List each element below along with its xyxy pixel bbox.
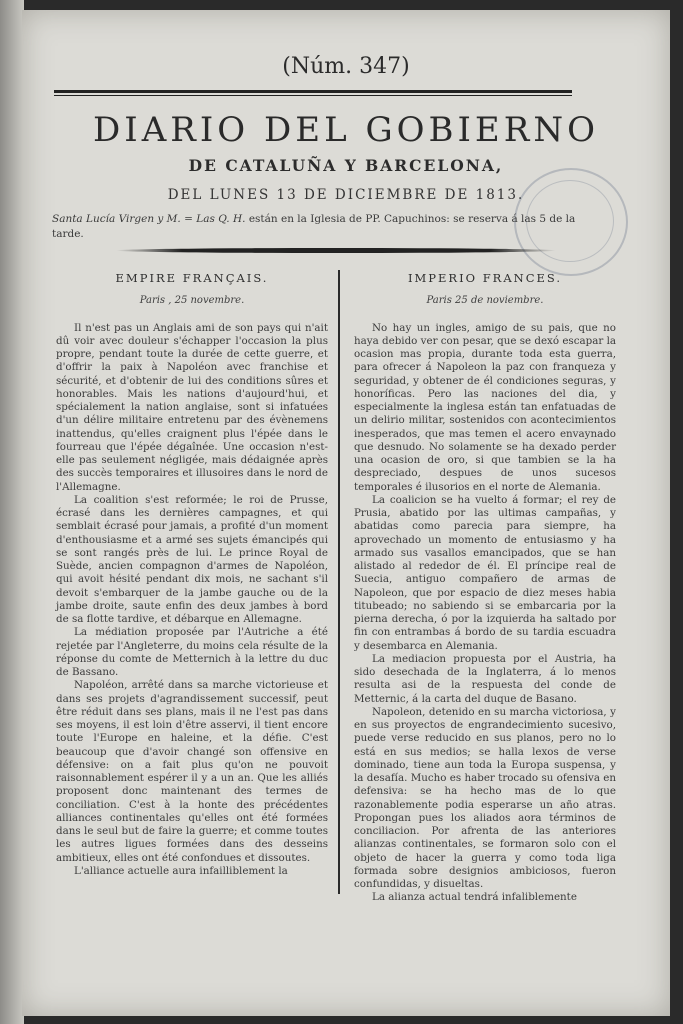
spanish-paragraph: No hay un ingles, amigo de su pais, que no haya debido ver con pesar, que se dexó escapar la ocasion mas propia, durante toda esta guerra, para ofrecer á Napoleon la paz con franqueza y seguridad, y obtener de él condiciones seguras, y honoríficas. Pero las naciones del dia, y especialmente la inglesa están tan enfatuadas de un delirio militar, sostenidos con acontecimientos inesperados, que mas temen el acero envaynado que desnudo. No solamente se ha dexado perder una ocasion de oro, si que tambien se la ha despreciado, despues de unos sucesos temporales é ilusorios en el norte de Alemania. [354, 321, 616, 493]
column-divider [338, 270, 340, 894]
spanish-paragraph: La mediacion propuesta por el Austria, ha sido desechada de la Inglaterra, á lo menos resulta asi de la respuesta del conde de Metternic, á la carta del duque de Basano. [354, 652, 616, 705]
french-paragraph: La médiation proposée par l'Autriche a été rejetée par l'Angleterre, du moins cela résulte de la réponse du comte de Metternich à la lettre du duc de Bassano. [56, 626, 328, 678]
french-dateline: Paris , 25 novembre. [139, 295, 245, 307]
ornamental-divider [116, 248, 556, 253]
french-paragraph: Il n'est pas un Anglais ami de son pays qui n'ait dû voir avec douleur s'échapper l'occasion la plus propre, pendant toute la durée de cette guerre, et d'offrir la paix à Napoléon avec franchise et sécurité, et d'obtenir de lui des conditions sûres et honorables. Mais les nations d'aujourd'hui, et spécialement la nation anglaise, sont si infatuées d'un délire militaire entretenu par des évènemens inattendus, qu'elles craignent plus l'épée dans le fourreau que l'épée dégaînée. Une occasion n'est-elle pas seulement négligée, mais dédaignée après des succès temporaires et illusoires dans le nord de l'Allemagne. [56, 321, 328, 493]
spanish-column [354, 272, 616, 905]
issue-date: DEL LUNES 13 DE DICIEMBRE DE 1813. [167, 187, 525, 203]
spanish-paragraph: La coalicion se ha vuelto á formar; el rey de Prusia, abatido por las ultimas campañas, y abatidas como parecia para siempre, ha aprovechado un momento de entusiasmo y ha armado sus vasallos emancipados, que se han alistado al rededor de él. El príncipe real de Suecia, antiguo compañero de armas de Napoleon, que por espacio de diez meses habia titubeado; no sabiendo si se embarcaria por la pierna derecha, ó por la izquierda ha saltado por fin con entrambas á bordo de su tardia escuadra y desembarca en Alemania. [354, 493, 616, 652]
issue-number: (Núm. 347) [282, 54, 410, 79]
french-column [56, 272, 328, 878]
top-rule [54, 90, 572, 93]
notice-saints: Santa Lucía Virgen y M. = Las Q. H. [52, 213, 246, 225]
masthead-subtitle: DE CATALUÑA Y BARCELONA, [188, 156, 504, 175]
top-rule-thin [54, 95, 572, 96]
spanish-paragraph: Napoleon, detenido en su marcha victoriosa, y en sus proyectos de engrandecimiento sucesivo, puede verse reducido en sus planos, pero no lo está en sus medios; se halla lexos de verse dominado, tiene aun toda la Europa suspensa, y la desafía. Mucho es haber trocado su ofensiva en defensiva: se ha hecho mas de lo que razonablemente podia esperarse un año atras. Propongan pues los aliados aora términos de conciliacion. Por afrenta de las anteriores alianzas continentales, se formaron solo con el objeto de hacer la guerra y como toda liga formada sobre designios ambiciosos, fueron confundidas, y disueltas. [354, 705, 616, 890]
notice-text: están en la Iglesia de PP. Capuchinos: se reserva á las 5 de la tarde. [52, 213, 576, 240]
french-paragraph: Napoléon, arrêté dans sa marche victorieuse et dans ses projets d'agrandissement successif, peut être réduit dans ses plans, mais il ne l'est pas dans ses moyens, il est loin d'être asservi, il tient encore toute l'Europe en haleine, et la défie. C'est beaucoup que d'avoir changé son offensive en défensive: on a fait plus qu'on ne pouvoit raisonnablement espérer il y a un an. Que les alliés proposent donc maintenant des termes de conciliation. C'est à la honte des précédentes alliances continentales qu'elles ont été formées dans le seul but de faire la guerre; et comme toutes les autres ligues formées dans des desseins ambitieux, elles ont été confondues et dissoutes. [56, 679, 328, 864]
french-paragraph: La coalition s'est reformée; le roi de Prusse, écrasé dans les dernières campagnes, et qui semblait écrasé pour jamais, a profité d'un moment d'enthousiasme et a armé ses sujets émancipés qui se sont rangés près de lui. Le prince Royal de Suède, ancien compagnon d'armes de Napoléon, qui avoit hésité pendant dix mois, ne sachant s'il devoit s'embarquer de la jambe gauche ou de la jambe droite, saute enfin des deux jambes à bord de sa flotte tardive, et débarque en Allemagne. [56, 493, 328, 625]
previous-page-edge [0, 0, 24, 1024]
spanish-dateline: Paris 25 de noviembre. [426, 295, 544, 307]
newspaper-page [22, 10, 670, 1016]
daily-notice [52, 212, 610, 242]
masthead-title: DIARIO DEL GOBIERNO [93, 110, 599, 150]
french-paragraph: L'alliance actuelle aura infailliblement la [74, 864, 288, 877]
spanish-heading: IMPERIO FRANCES. [407, 271, 563, 285]
french-heading: EMPIRE FRANÇAIS. [115, 271, 269, 285]
spanish-paragraph: La alianza actual tendrá infaliblemente [372, 891, 577, 904]
